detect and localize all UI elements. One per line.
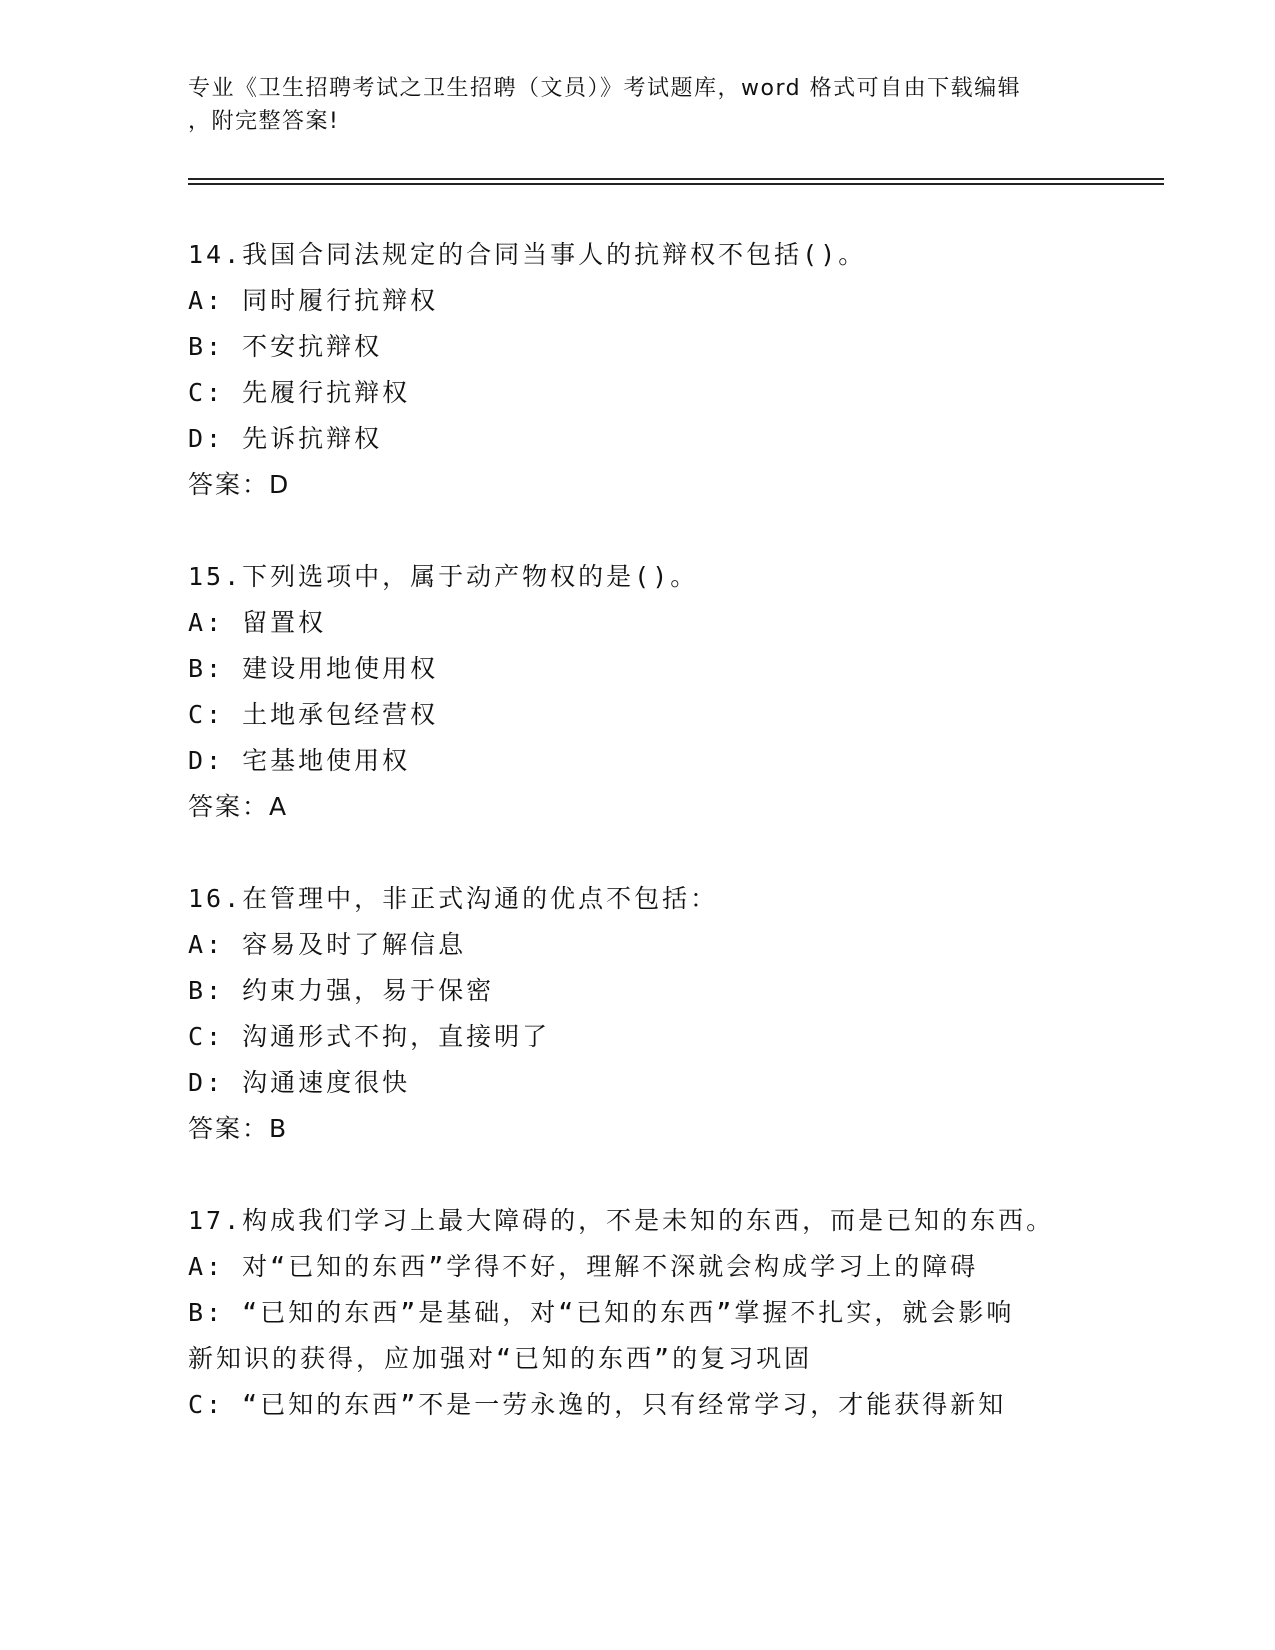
option-d: D: 先诉抗辩权	[188, 424, 383, 453]
option-a: A: 留置权	[188, 608, 327, 637]
option-a: A: 容易及时了解信息	[188, 930, 467, 959]
option-c: C: 沟通形式不拘，直接明了	[188, 1022, 551, 1051]
option-c: C: 土地承包经营权	[188, 700, 439, 729]
option-c: C: “已知的东西”不是一劳永逸的，只有经常学习，才能获得新知	[188, 1390, 1007, 1419]
option-a: A: 同时履行抗辩权	[188, 286, 439, 315]
option-b: B: 建设用地使用权	[188, 654, 439, 683]
question-stem: 14.我国合同法规定的合同当事人的抗辩权不包括()。	[188, 240, 867, 269]
question-list	[188, 232, 1088, 1428]
question-spacer	[188, 830, 1088, 876]
answer: 答案：D	[188, 470, 291, 499]
question-stem: 15.下列选项中，属于动产物权的是()。	[188, 562, 699, 591]
question-16	[188, 876, 1088, 1152]
option-b: B: 约束力强，易于保密	[188, 976, 495, 1005]
option-b: B: “已知的东西”是基础，对“已知的东西”掌握不扎实，就会影响	[188, 1298, 1015, 1327]
option-a: A: 对“已知的东西”学得不好，理解不深就会构成学习上的障碍	[188, 1252, 979, 1281]
question-15	[188, 554, 1088, 830]
option-d: D: 沟通速度很快	[188, 1068, 411, 1097]
header-divider-top	[188, 178, 1164, 180]
answer: 答案：B	[188, 1114, 289, 1143]
header-line-1: 专业《卫生招聘考试之卫生招聘（文员）》考试题库，word 格式可自由下载编辑	[188, 76, 1022, 101]
header-divider-bottom	[188, 183, 1164, 185]
header-line-2: ，附完整答案!	[188, 109, 340, 134]
document-header	[188, 72, 1088, 138]
option-b-continued: 新知识的获得，应加强对“已知的东西”的复习巩固	[188, 1344, 813, 1373]
question-spacer	[188, 508, 1088, 554]
option-b: B: 不安抗辩权	[188, 332, 383, 361]
option-d: D: 宅基地使用权	[188, 746, 411, 775]
answer: 答案：A	[188, 792, 289, 821]
option-c: C: 先履行抗辩权	[188, 378, 411, 407]
question-17	[188, 1198, 1088, 1428]
question-spacer	[188, 1152, 1088, 1198]
question-stem: 17.构成我们学习上最大障碍的，不是未知的东西，而是已知的东西。	[188, 1206, 1055, 1235]
question-14	[188, 232, 1088, 508]
question-stem: 16.在管理中，非正式沟通的优点不包括：	[188, 884, 719, 913]
